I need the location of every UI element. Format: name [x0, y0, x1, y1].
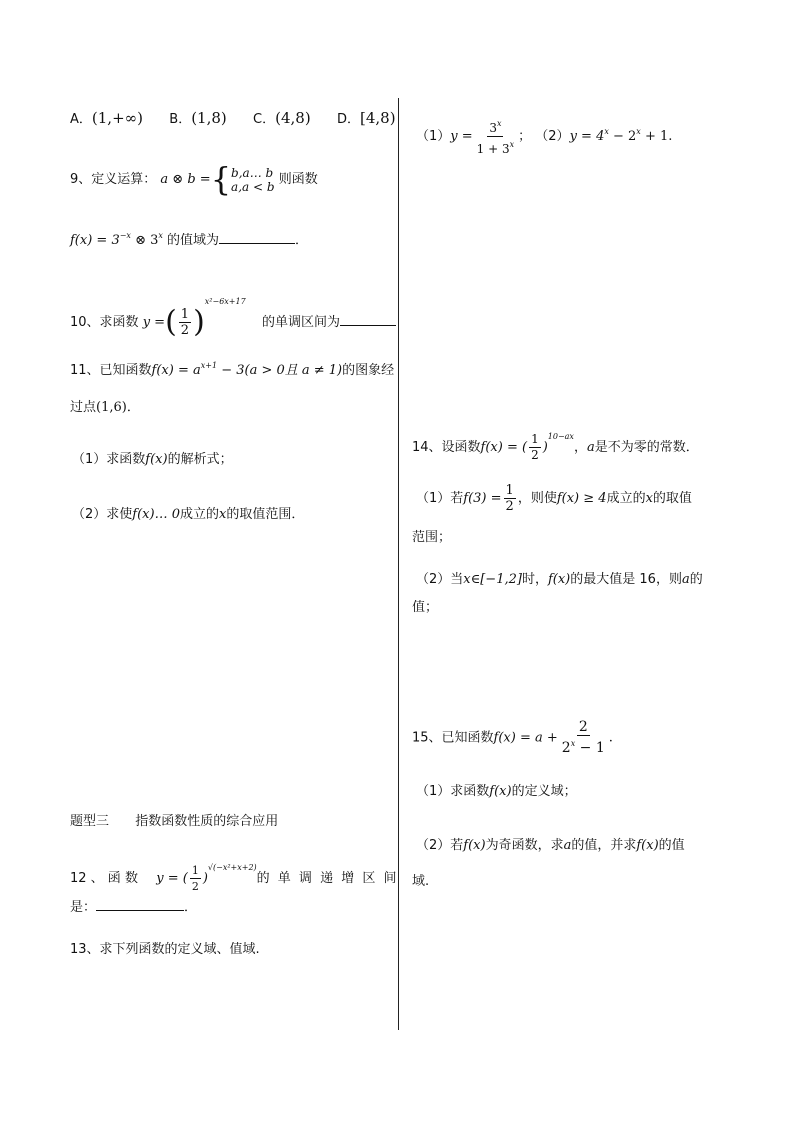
- q11-p2-func: f(x)… 0: [132, 507, 180, 522]
- q14-p1-line2: 范围；: [412, 530, 452, 545]
- q12-line2: [70, 898, 197, 918]
- option-a-value: (1,+∞): [91, 109, 143, 127]
- q9-lhs: a ⊗ b =: [160, 172, 211, 187]
- q10-prefix: 10、求函数: [70, 315, 139, 330]
- q14-p2-end: 的: [689, 572, 703, 587]
- q14-p2-line2: 值；: [412, 600, 439, 615]
- q10-exponent: x²−6x+17: [204, 297, 246, 306]
- q11-line2: [70, 398, 140, 418]
- section-label: 题型三: [70, 814, 110, 829]
- q12-func: y = (: [156, 871, 188, 886]
- q13-p2-mid: − 2: [608, 129, 637, 144]
- q9-end: ．: [295, 233, 309, 248]
- option-a-label: A．: [70, 112, 92, 127]
- q13-parts: [416, 114, 672, 157]
- option-d-label: D．: [336, 112, 360, 127]
- q14-p1-fraction: [504, 483, 516, 514]
- section-heading: [70, 812, 278, 832]
- q12-line2-end: ．: [184, 900, 198, 915]
- q15-frac-den: [560, 736, 607, 756]
- q12-close: ): [202, 871, 208, 886]
- q11-p2-end: 的取值范围．: [226, 507, 305, 522]
- q15-frac-num: 2: [578, 719, 588, 735]
- brace-icon: {: [210, 160, 232, 199]
- q15-p2-text: 的值，并求: [571, 838, 637, 853]
- q13-line: [70, 940, 260, 960]
- q11-formula: f(x) = a: [151, 363, 201, 378]
- q14-part1: [416, 482, 692, 516]
- q14-p1-end: 的取值: [652, 491, 692, 506]
- q9-mid: ⊗ 3: [130, 233, 159, 248]
- option-d-value: [4,8): [359, 109, 396, 127]
- q10-frac-num: 1: [180, 307, 190, 322]
- option-c-label: C．: [253, 112, 276, 127]
- section-title: 指数函数性质的综合应用: [135, 814, 279, 829]
- q13-p2-exp2: x: [636, 127, 641, 136]
- q14-p2-mid: 的最大值是 16，则: [570, 572, 682, 587]
- option-b-label: B．: [169, 112, 192, 127]
- q15-p1-func: f(x): [489, 784, 512, 799]
- q14-suffix: 是不为零的常数．: [594, 440, 699, 455]
- q11-prefix: 11、已知函数: [70, 363, 152, 378]
- answer-blank[interactable]: [96, 910, 184, 911]
- q14-p2-interval: x∈[−1,2]: [463, 572, 522, 587]
- q9-line1: [70, 160, 318, 199]
- q14-p1-var: x: [645, 491, 653, 506]
- q14-func: f(x) = (: [480, 440, 528, 455]
- q15-prefix: 15、已知函数: [412, 730, 494, 746]
- q14-close: ): [542, 440, 548, 455]
- q9-line2: [70, 226, 308, 251]
- q14-p1-den: 2: [505, 499, 514, 514]
- q11-suffix: 的图象经: [342, 363, 395, 378]
- q15-p2-func: f(x): [463, 838, 486, 853]
- q13-p2-end: + 1.: [640, 129, 673, 144]
- q9-case1: b,a… b: [231, 165, 274, 180]
- q12-fraction: [190, 863, 201, 894]
- q13-p2-label: （2）: [535, 129, 570, 144]
- q14-line1: 14、设函数f(x) = ( $\frac{1}{2}$ )$^{10-ax}$，a是不为零的常数．: [412, 432, 699, 462]
- q13-p2-exp1: x: [604, 127, 609, 136]
- q11-p1-text: 的解析式；: [167, 452, 233, 467]
- q12-line1: [70, 852, 398, 895]
- q15-frac-den-rest: − 1: [575, 740, 605, 756]
- q14-p2-text: 时，: [521, 572, 548, 587]
- option-b-value: (1,8): [191, 109, 227, 127]
- q11-p2-var: x: [219, 507, 227, 522]
- q15-p2-func2: f(x): [636, 838, 659, 853]
- q15-p2-label: （2）若: [416, 838, 464, 853]
- q10-frac-den: 2: [180, 323, 190, 338]
- q11-p1-label: （1）求函数: [72, 452, 146, 467]
- q15-part2-line2: [412, 872, 429, 892]
- q11-exp: x+1: [200, 361, 218, 370]
- q9-func: f(x) = 3: [70, 233, 120, 248]
- q14-frac-den: 2: [531, 448, 539, 462]
- q8-options: [70, 108, 396, 130]
- q14-p1-formula: f(3) =: [463, 491, 502, 506]
- q14-p2-label: （2）当: [416, 572, 464, 587]
- q15-p1-label: （1）求函数: [416, 784, 490, 799]
- right-paren-icon: ): [193, 304, 205, 340]
- left-paren-icon: (: [165, 304, 177, 340]
- q14-p1-label: （1）若: [416, 491, 464, 506]
- q13-p1-den-exp: x: [509, 140, 515, 149]
- q13-sep: ；: [518, 129, 532, 144]
- q9-exp1: −x: [119, 231, 131, 240]
- q10-suffix: 的单调区间为: [261, 315, 340, 330]
- q15-frac-den-base: 2: [561, 740, 571, 756]
- q11-line1: [70, 356, 394, 381]
- q10-fraction: [179, 307, 191, 338]
- q13-p1-den-base: 1 + 3: [476, 142, 510, 156]
- q15-p1-text: 的定义域；: [511, 784, 577, 799]
- q15-line1: [412, 720, 613, 757]
- q14-part1-line2: [412, 528, 451, 548]
- q15-part2: [416, 836, 685, 856]
- q15-part1: [416, 782, 577, 802]
- q11-line2-prefix: 过点: [70, 400, 97, 415]
- q14-p1-ineq: f(x) ≥ 4: [556, 491, 607, 506]
- q12-frac-num: 1: [191, 864, 199, 877]
- q11-rest: − 3(a > 0且 a ≠ 1): [217, 363, 343, 378]
- q9-case2: a,a < b: [231, 179, 275, 194]
- q15-func: f(x) = a +: [493, 730, 558, 746]
- q9-suffix: 则函数: [278, 172, 318, 187]
- q9-text: 的值域为: [167, 233, 220, 248]
- q14-p1-text: 成立的: [606, 491, 646, 506]
- q14-p2-var: a: [681, 572, 690, 587]
- q11-p2-label: （2）求使: [72, 507, 133, 522]
- q14-p1-mid: ，则使: [517, 491, 557, 506]
- q15-p2-var: a: [563, 838, 572, 853]
- q12-line2-prefix: 是：: [70, 900, 97, 915]
- q15-p2-line2: 域.: [412, 874, 430, 889]
- q15-fraction: [560, 720, 607, 756]
- q11-p1-func: f(x): [145, 452, 168, 467]
- option-c-value: (4,8): [275, 109, 311, 127]
- q13-p1-func: y =: [450, 129, 473, 144]
- q13-p1-den: [475, 137, 516, 157]
- q9-cases: [231, 166, 275, 194]
- q12-frac-den: 2: [191, 880, 199, 893]
- q12-exponent: √(−x²+x+2): [207, 863, 257, 872]
- q10-line: [70, 284, 396, 341]
- q13-text: 13、求下列函数的定义域、值域.: [70, 942, 260, 957]
- q11-p2-text: 成立的: [179, 507, 219, 522]
- q10-func: y =: [142, 315, 166, 330]
- q15-p2-mid: 为奇函数，求: [485, 838, 564, 853]
- q13-p2-formula: y = 4: [569, 129, 605, 144]
- answer-blank[interactable]: [219, 243, 295, 244]
- q14-frac-num: 1: [531, 432, 539, 446]
- q13-p1-label: （1）: [416, 129, 451, 144]
- q14-part2: [416, 570, 703, 590]
- q14-fraction: [529, 432, 541, 463]
- q11-part2: [72, 505, 304, 525]
- q13-p1-num-base: 3: [489, 121, 497, 135]
- q15-p2-end: 的值: [658, 838, 685, 853]
- q14-part2-line2: [412, 598, 438, 618]
- q11-part1: [72, 450, 233, 470]
- q9-prefix: 9、定义运算：: [70, 172, 157, 187]
- answer-blank[interactable]: [340, 325, 396, 326]
- q9-exp2: x: [158, 231, 163, 240]
- q12-suffix: 的 单 调 递 增 区 间: [256, 871, 399, 886]
- q14-p1-num: 1: [505, 483, 514, 498]
- q15-end: .: [608, 730, 613, 746]
- q14-var: a: [586, 440, 595, 455]
- q14-p2-func: f(x): [547, 572, 571, 587]
- q13-p1-num: [487, 116, 503, 137]
- q14-exponent: 10−ax: [547, 432, 574, 441]
- q15-frac-den-exp: x: [570, 739, 576, 748]
- q13-p1-fraction: [475, 116, 516, 157]
- q11-line2-end: ．: [126, 400, 140, 415]
- q14-prefix: 14、设函数: [412, 440, 481, 455]
- q11-point: (1,6): [96, 400, 127, 415]
- q13-p1-num-exp: x: [496, 119, 502, 128]
- q12-prefix: 12 、 函 数: [70, 871, 138, 886]
